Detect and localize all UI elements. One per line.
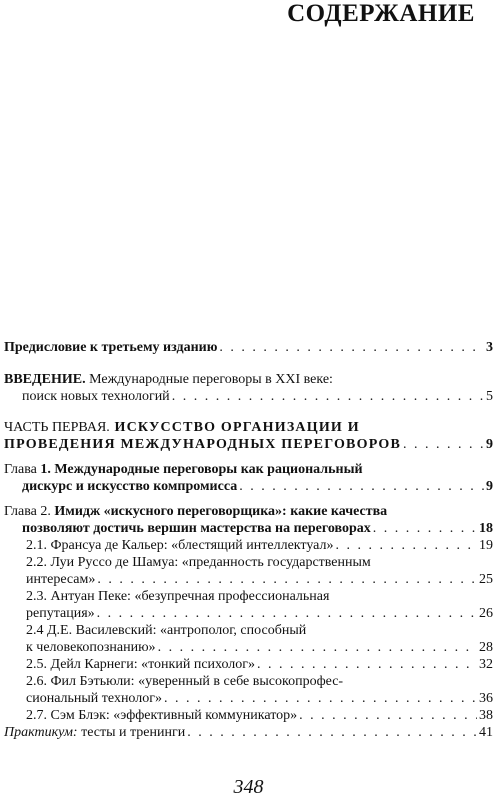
toc-entry-title: 2.2. Луи Руссо де Шамуа: «преданность государственным [26,555,371,570]
toc-page-number: 18 [479,521,493,536]
toc-entry-label: Практикум: [4,725,78,740]
toc-entry-title: 2.4 Д.Е. Василевский: «антрополог, способный [26,623,307,638]
toc-page-number: 41 [479,725,493,740]
page-title: СОДЕРЖАНИЕ [287,0,475,27]
toc-page-number: 9 [486,437,493,452]
toc-entry-title: Предисловие к третьему изданию [4,340,218,355]
toc-entry-practicum[interactable] [4,724,493,741]
toc-entry-section-2-5[interactable] [4,656,493,673]
table-of-contents [4,339,493,741]
toc-entry-title: 2.6. Фил Бэтьюли: «уверенный в себе высокопрофес- [26,674,344,689]
toc-entry-section-2-1[interactable] [4,537,493,554]
toc-chapter-prefix: Глава 2. [4,504,51,519]
dot-leader [336,537,478,554]
toc-entry-part-one[interactable] [4,419,493,453]
dot-leader [172,388,484,405]
toc-page-number: 38 [479,708,493,723]
toc-entry-title-cont: дискурс и искусство компромисса [22,479,238,494]
dot-leader [403,436,484,453]
toc-chapter-prefix: Глава [4,462,41,477]
dot-leader [158,639,477,656]
toc-entry-title-cont: к человекопознанию» [26,640,156,655]
toc-entry-title-cont: сиональный технолог» [26,691,162,706]
toc-page-number: 3 [486,340,493,355]
dot-leader [97,571,477,588]
toc-page-number: 19 [479,538,493,553]
dot-leader [97,605,477,622]
toc-page-number: 9 [486,479,493,494]
toc-entry-title: Международные переговоры как рациональный [50,462,363,477]
dot-leader [239,478,484,495]
toc-entry-title: Имидж «искусного переговорщика»: какие качества [50,504,388,519]
toc-chapter-number: 1. [40,462,51,477]
toc-entry-title: 2.5. Дейл Карнеги: «тонкий психолог» [26,657,256,672]
dot-leader [373,520,477,537]
toc-entry-title: 2.1. Франсуа де Кальер: «блестящий интеллектуал» [26,538,334,553]
toc-page-number: 5 [486,389,493,404]
toc-entry-title-cont: репутация» [26,606,95,621]
toc-entry-label: ВВЕДЕНИЕ. [4,372,86,387]
toc-page-number: 25 [479,572,493,587]
dot-leader [164,690,477,707]
toc-page-number: 26 [479,606,493,621]
toc-entry-section-2-3[interactable] [4,588,493,622]
toc-entry-chapter-2[interactable] [4,503,493,537]
toc-entry-title: Международные переговоры в XXI веке: [85,372,333,387]
toc-entry-title-cont: поиск новых технологий [22,389,170,404]
toc-entry-title-cont: позволяют достичь вершин мастерства на переговорах [22,521,371,536]
toc-entry-title-cont: интересам» [26,572,96,587]
toc-entry-preface[interactable] [4,339,493,356]
toc-entry-title: 2.7. Сэм Блэк: «эффективный коммуникатор» [26,708,298,723]
toc-entry-section-2-4[interactable] [4,622,493,656]
dot-leader [299,707,477,724]
toc-entry-title: 2.3. Антуан Пеке: «безупречная профессиональная [26,589,330,604]
toc-part-label: ЧАСТЬ ПЕРВАЯ. [4,420,110,435]
toc-entry-title-cont: ПРОВЕДЕНИЯ МЕЖДУНАРОДНЫХ ПЕРЕГОВОРОВ [4,437,401,452]
dot-leader [219,339,484,356]
toc-entry-title: ИСКУССТВО ОРГАНИЗАЦИИ И [109,420,360,435]
toc-entry-chapter-1[interactable] [4,461,493,495]
toc-page-number: 32 [479,657,493,672]
page-number: 348 [233,776,264,798]
toc-page-number: 28 [479,640,493,655]
toc-entry-section-2-6[interactable] [4,673,493,707]
toc-entry-title: тесты и тренинги [77,725,186,740]
toc-entry-section-2-7[interactable] [4,707,493,724]
toc-page-number: 36 [479,691,493,706]
toc-entry-introduction[interactable] [4,371,493,405]
dot-leader [257,656,477,673]
toc-entry-section-2-2[interactable] [4,554,493,588]
dot-leader [187,724,477,741]
